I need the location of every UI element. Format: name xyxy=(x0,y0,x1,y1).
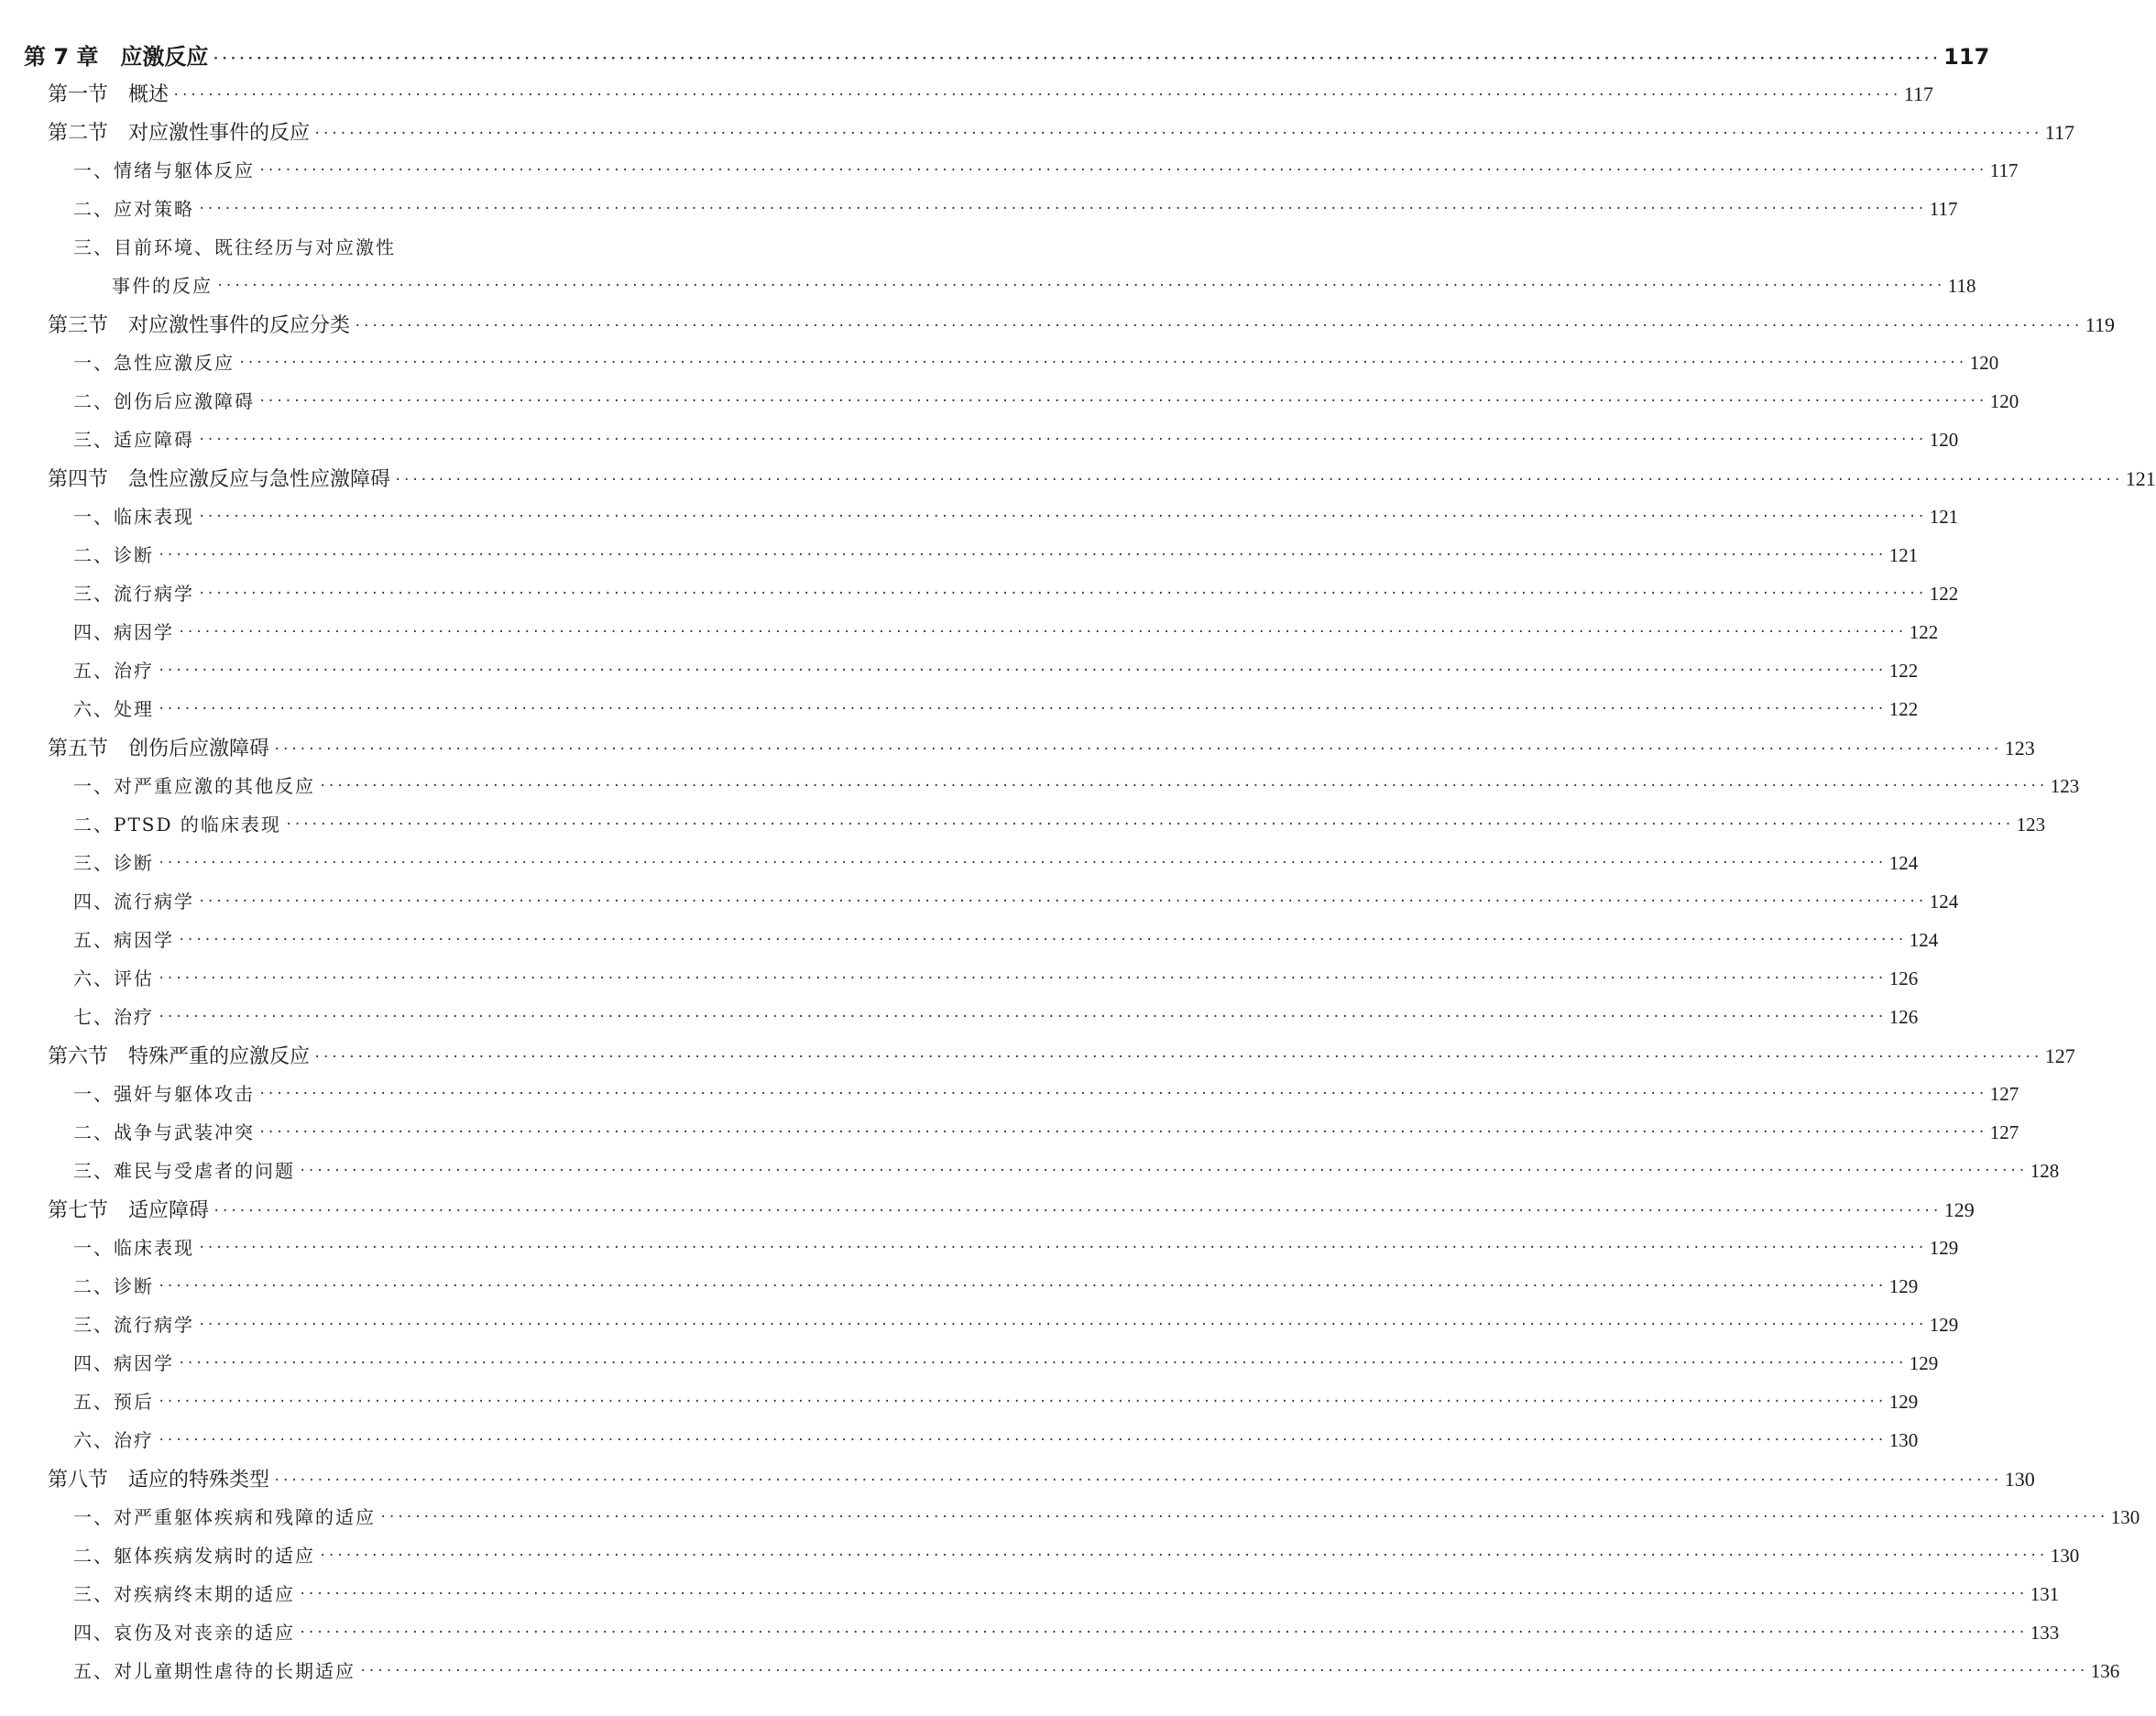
toc-item-label: 六、处理 xyxy=(73,698,154,720)
toc-item-page-number: 127 xyxy=(1989,1121,2019,1143)
toc-item-label: 六、治疗 xyxy=(73,1429,154,1451)
dot-leader: ········································································································································································································ xyxy=(212,51,1941,66)
toc-item-page-number: 123 xyxy=(2050,775,2080,797)
toc-item-page-number: 127 xyxy=(1989,1083,2019,1105)
dot-leader: ········································································································································································································ xyxy=(178,1356,1906,1371)
toc-item-label: 二、应对策略 xyxy=(73,198,194,220)
toc-item[interactable] xyxy=(73,1387,1919,1414)
dot-leader: ········································································································································································································ xyxy=(216,279,1944,293)
toc-item[interactable] xyxy=(73,425,1959,452)
dot-leader: ········································································································································································································ xyxy=(158,1279,1886,1294)
toc-item-label: 五、对儿童期性虐待的长期适应 xyxy=(73,1660,356,1682)
toc-item-page-number: 130 xyxy=(2050,1545,2080,1567)
toc-item-page-number: 124 xyxy=(1888,852,1919,874)
dot-leader: ········································································································································································································ xyxy=(178,625,1906,639)
toc-item-label: 二、诊断 xyxy=(73,1275,154,1297)
section-heading[interactable] xyxy=(48,1041,2075,1069)
dot-leader: ········································································································································································································ xyxy=(273,742,2001,757)
toc-item[interactable] xyxy=(73,771,2080,798)
toc-item[interactable] xyxy=(73,1541,2080,1568)
chapter-heading-page-number: 117 xyxy=(1943,44,1990,70)
dot-leader: ········································································································································································································ xyxy=(313,1050,2041,1065)
toc-item-continuation-label: 事件的反应 xyxy=(112,275,213,297)
toc-item[interactable] xyxy=(73,387,2019,413)
toc-item-page-number: 122 xyxy=(1929,583,1959,605)
toc-item-label: 三、流行病学 xyxy=(73,1314,194,1336)
toc-item-label: 四、病因学 xyxy=(73,1352,174,1374)
toc-item[interactable] xyxy=(73,1618,2060,1645)
toc-item-page-number: 124 xyxy=(1909,929,1939,951)
toc-item[interactable] xyxy=(73,541,1919,567)
toc-item-page-number: 128 xyxy=(2030,1160,2060,1182)
toc-item-page-number: 129 xyxy=(1909,1352,1939,1374)
dot-leader: ········································································································································································································ xyxy=(198,586,1926,601)
toc-item-page-number: 120 xyxy=(1989,390,2019,412)
dot-leader: ········································································································································································································ xyxy=(158,856,1886,870)
toc-item-page-number: 126 xyxy=(1888,1006,1919,1028)
section-heading[interactable] xyxy=(48,117,2074,146)
section-heading-label: 第二节 对应激性事件的反应 xyxy=(48,122,311,145)
section-heading-page-number: 127 xyxy=(2044,1044,2075,1067)
toc-item[interactable] xyxy=(73,1656,2120,1683)
toc-item[interactable] xyxy=(73,348,1999,375)
toc-item-page-number: 117 xyxy=(1929,198,1958,220)
toc-item-label: 三、流行病学 xyxy=(73,583,194,605)
toc-item[interactable] xyxy=(73,848,1919,875)
toc-item[interactable] xyxy=(73,1579,2060,1606)
toc-item[interactable] xyxy=(73,887,1959,913)
toc-item[interactable] xyxy=(73,656,1919,683)
section-heading[interactable] xyxy=(48,464,2156,492)
toc-item-page-number: 131 xyxy=(2030,1583,2060,1605)
section-heading-page-number: 130 xyxy=(2004,1468,2035,1491)
dot-leader: ········································································································································································································ xyxy=(158,1433,1886,1448)
dot-leader: ········································································································································································································ xyxy=(198,1317,1926,1332)
toc-item-page-number: 122 xyxy=(1909,621,1939,643)
toc-item-page-number: 120 xyxy=(1969,352,1999,374)
dot-leader: ········································································································································································································ xyxy=(359,1664,2087,1678)
toc-item-label: 五、治疗 xyxy=(73,660,154,682)
toc-item-page-number: 124 xyxy=(1929,891,1959,913)
section-heading-label: 第七节 适应障碍 xyxy=(48,1199,210,1222)
dot-leader: ········································································································································································································ xyxy=(354,319,2082,333)
section-heading-page-number: 123 xyxy=(2004,737,2035,760)
toc-item-page-number: 120 xyxy=(1929,429,1959,451)
toc-item-label: 五、预后 xyxy=(73,1391,154,1413)
toc-item[interactable] xyxy=(73,502,1959,529)
toc-item-page-number: 130 xyxy=(2110,1506,2140,1528)
dot-leader: ········································································································································································································ xyxy=(198,202,1926,216)
toc-item-page-number: 122 xyxy=(1888,698,1919,720)
section-heading-page-number: 119 xyxy=(2085,313,2115,336)
toc-item[interactable] xyxy=(73,1002,1919,1029)
dot-leader: ········································································································································································································ xyxy=(213,1204,1941,1219)
toc-item-label: 四、流行病学 xyxy=(73,891,194,913)
dot-leader: ········································································································································································································ xyxy=(198,432,1926,447)
toc-item[interactable] xyxy=(73,1349,1939,1375)
toc-item-page-number: 121 xyxy=(1888,544,1919,566)
section-heading[interactable] xyxy=(48,79,1933,107)
dot-leader: ········································································································································································································ xyxy=(158,971,1886,986)
section-heading[interactable] xyxy=(48,733,2035,761)
toc-item-label: 二、诊断 xyxy=(73,544,154,566)
toc-item-label: 一、临床表现 xyxy=(73,1237,194,1259)
dot-leader: ········································································································································································································ xyxy=(299,1587,2027,1601)
dot-leader: ········································································································································································································ xyxy=(319,1548,2047,1563)
toc-item-label: 五、病因学 xyxy=(73,929,174,951)
toc-item[interactable] xyxy=(73,1310,1959,1337)
dot-leader: ········································································································································································································ xyxy=(284,817,2013,832)
section-heading-page-number: 129 xyxy=(1943,1198,1975,1221)
dot-leader: ········································································································································································································ xyxy=(394,473,2122,487)
toc-item[interactable] xyxy=(73,156,2019,182)
toc-item[interactable] xyxy=(73,579,1959,606)
section-heading[interactable] xyxy=(48,1464,2035,1492)
toc-item[interactable] xyxy=(73,1156,2060,1183)
toc-item-page-number: 136 xyxy=(2090,1660,2120,1682)
dot-leader: ········································································································································································································ xyxy=(258,1087,1986,1101)
toc-item-label: 二、战争与武装冲突 xyxy=(73,1121,255,1143)
toc-item-page-number: 133 xyxy=(2030,1622,2060,1644)
toc-item-label: 二、PTSD 的临床表现 xyxy=(73,814,281,836)
dot-leader: ········································································································································································································ xyxy=(198,1241,1926,1255)
dot-leader: ········································································································································································································ xyxy=(172,88,1900,103)
dot-leader: ········································································································································································································ xyxy=(238,355,1966,370)
toc-item-page-number: 123 xyxy=(2016,814,2046,836)
toc-item-page-number: 126 xyxy=(1888,967,1919,989)
toc-item[interactable] xyxy=(73,1079,2019,1106)
toc-item[interactable] xyxy=(73,1272,1919,1298)
toc-item[interactable] xyxy=(73,810,2046,836)
toc-item-label: 三、目前环境、既往经历与对应激性 xyxy=(73,236,396,258)
section-heading-label: 第五节 创伤后应激障碍 xyxy=(48,738,270,760)
toc-item[interactable] xyxy=(73,1503,2140,1529)
section-heading-page-number: 121 xyxy=(2125,467,2156,490)
toc-item[interactable] xyxy=(73,233,618,259)
toc-item[interactable] xyxy=(73,1426,1919,1452)
toc-item-label: 四、哀伤及对丧亲的适应 xyxy=(73,1622,295,1644)
dot-leader: ········································································································································································································ xyxy=(198,894,1926,909)
section-heading-page-number: 117 xyxy=(1903,82,1933,105)
toc-item-label: 三、诊断 xyxy=(73,852,154,874)
dot-leader: ········································································································································································································ xyxy=(158,1010,1886,1024)
toc-item-continuation[interactable] xyxy=(112,271,1976,298)
toc-item-page-number: 129 xyxy=(1929,1237,1959,1259)
toc-item-label: 四、病因学 xyxy=(73,621,174,643)
dot-leader: ········································································································································································································ xyxy=(158,663,1886,678)
section-heading-label: 第三节 对应激性事件的反应分类 xyxy=(48,314,351,337)
toc-item-page-number: 117 xyxy=(1989,159,2019,181)
section-heading-label: 第一节 概述 xyxy=(48,83,170,106)
toc-item-label: 一、情绪与躯体反应 xyxy=(73,159,255,181)
dot-leader: ········································································································································································································ xyxy=(379,1510,2107,1525)
dot-leader: ········································································································································································································ xyxy=(299,1625,2027,1640)
chapter-heading[interactable] xyxy=(24,38,1990,71)
toc-item-label: 二、创伤后应激障碍 xyxy=(73,390,255,412)
dot-leader: ········································································································································································································ xyxy=(178,933,1906,947)
dot-leader: ········································································································································································································ xyxy=(258,394,1986,409)
dot-leader: ········································································································································································································ xyxy=(313,126,2041,141)
toc-item[interactable] xyxy=(73,1233,1959,1260)
dot-leader: ········································································································································································································ xyxy=(198,509,1926,524)
section-heading-label: 第八节 适应的特殊类型 xyxy=(48,1469,270,1492)
dot-leader: ········································································································································································································ xyxy=(158,1394,1886,1409)
toc-item-label: 三、对疾病终末期的适应 xyxy=(73,1583,295,1605)
toc-item-label: 一、对严重应激的其他反应 xyxy=(73,775,315,797)
toc-item-page-number: 129 xyxy=(1929,1314,1959,1336)
dot-leader: ········································································································································································································ xyxy=(158,548,1886,563)
toc-item[interactable] xyxy=(73,618,1939,644)
toc-item-page-number: 121 xyxy=(1929,506,1959,528)
chapter-heading-label: 第 7 章 应激反应 xyxy=(24,44,209,70)
dot-leader: ········································································································································································································ xyxy=(273,1473,2001,1488)
dot-leader: ········································································································································································································ xyxy=(258,1125,1986,1140)
toc-item-label: 三、难民与受虐者的问题 xyxy=(73,1160,295,1182)
toc-item-label: 七、治疗 xyxy=(73,1006,154,1028)
toc-item[interactable] xyxy=(73,925,1939,952)
toc-item-label: 一、急性应激反应 xyxy=(73,352,235,374)
toc-item-label: 六、评估 xyxy=(73,967,154,989)
toc-item-page-number: 129 xyxy=(1888,1391,1919,1413)
toc-item[interactable] xyxy=(73,194,1958,221)
toc-item-page-number: 129 xyxy=(1888,1275,1919,1297)
toc-item-continuation-page-number: 118 xyxy=(1947,275,1976,297)
toc-item-label: 一、强奸与躯体攻击 xyxy=(73,1083,255,1105)
toc-item[interactable] xyxy=(73,1118,2019,1144)
dot-leader: ········································································································································································································ xyxy=(158,702,1886,716)
toc-item[interactable] xyxy=(73,694,1919,721)
toc-item[interactable] xyxy=(73,964,1919,990)
dot-leader: ········································································································································································································ xyxy=(319,779,2047,793)
toc-item-label: 一、临床表现 xyxy=(73,506,194,528)
toc-item-page-number: 122 xyxy=(1888,660,1919,682)
section-heading[interactable] xyxy=(48,310,2115,338)
section-heading[interactable] xyxy=(48,1195,1975,1223)
dot-leader: ········································································································································································································ xyxy=(299,1164,2027,1178)
toc-item-label: 二、躯体疾病发病时的适应 xyxy=(73,1545,315,1567)
toc-item-label: 一、对严重躯体疾病和残障的适应 xyxy=(73,1506,376,1528)
toc-item-label: 三、适应障碍 xyxy=(73,429,194,451)
toc-item-page-number: 130 xyxy=(1888,1429,1919,1451)
dot-leader: ········································································································································································································ xyxy=(258,163,1986,178)
section-heading-label: 第四节 急性应激反应与急性应激障碍 xyxy=(48,468,391,491)
section-heading-label: 第六节 特殊严重的应激反应 xyxy=(48,1045,311,1068)
section-heading-page-number: 117 xyxy=(2044,121,2074,144)
